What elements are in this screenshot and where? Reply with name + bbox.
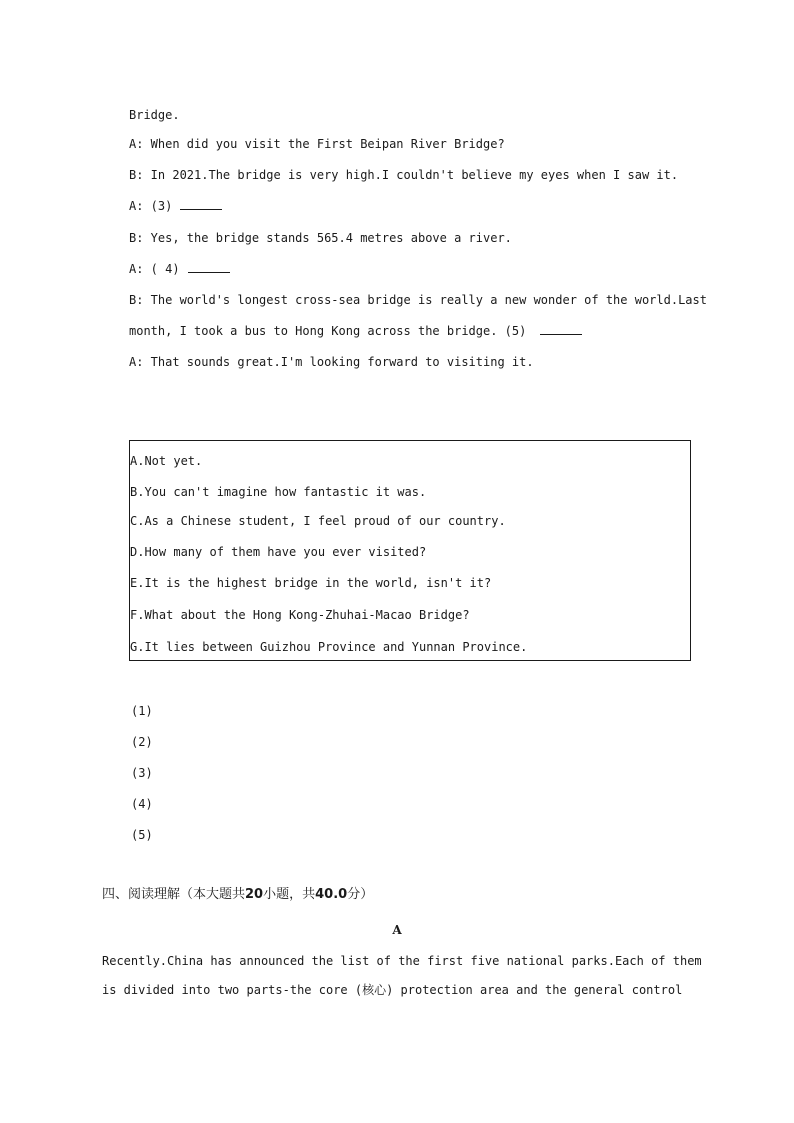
dialogue-line: B: In 2021.The bridge is very high.I couldn't believe my eyes when I saw it. xyxy=(129,168,679,182)
dialogue-line-blank-5 xyxy=(129,323,582,339)
option-a: A.Not yet. xyxy=(130,454,203,468)
passage-title: A xyxy=(392,923,402,937)
option-f: F.What about the Hong Kong-Zhuhai-Macao Bridge? xyxy=(130,608,470,622)
answer-number: (1) xyxy=(131,704,153,718)
passage-line: is divided into two parts-the core (核心) protection area and the general control xyxy=(102,983,683,997)
answer-number: (5) xyxy=(131,828,153,842)
passage-line: Recently.China has announced the list of the first five national parks.Each of them xyxy=(102,954,702,968)
option-c: C.As a Chinese student, I feel proud of our country. xyxy=(130,514,506,528)
answer-number: (4) xyxy=(131,797,153,811)
dialogue-line: A: That sounds great.I'm looking forward to visiting it. xyxy=(129,355,534,369)
option-g: G.It lies between Guizhou Province and Yunnan Province. xyxy=(130,640,528,654)
question-number: A: ( 4) xyxy=(129,262,180,276)
dialogue-line: B: The world's longest cross-sea bridge is really a new wonder of the world.Last xyxy=(129,293,707,307)
option-e: E.It is the highest bridge in the world, isn't it? xyxy=(130,576,492,590)
answer-blank[interactable] xyxy=(180,198,222,210)
option-d: D.How many of them have you ever visited? xyxy=(130,545,427,559)
dialogue-line-blank-3 xyxy=(129,198,222,214)
dialogue-line: Bridge. xyxy=(129,108,180,122)
question-number: A: (3) xyxy=(129,199,173,213)
answer-blank[interactable] xyxy=(540,323,582,335)
answer-number: (3) xyxy=(131,766,153,780)
dialogue-line: A: When did you visit the First Beipan River Bridge? xyxy=(129,137,505,151)
dialogue-line-blank-4 xyxy=(129,261,230,277)
answer-number: (2) xyxy=(131,735,153,749)
dialogue-line: B: Yes, the bridge stands 565.4 metres above a river. xyxy=(129,231,512,245)
answer-blank[interactable] xyxy=(188,261,230,273)
dialogue-text: month, I took a bus to Hong Kong across the bridge. (5) xyxy=(129,324,527,338)
options-box xyxy=(129,440,691,661)
option-b: B.You can't imagine how fantastic it was. xyxy=(130,485,427,499)
section-heading: 四、阅读理解（本大题共20小题，共40.0分） xyxy=(102,887,374,902)
